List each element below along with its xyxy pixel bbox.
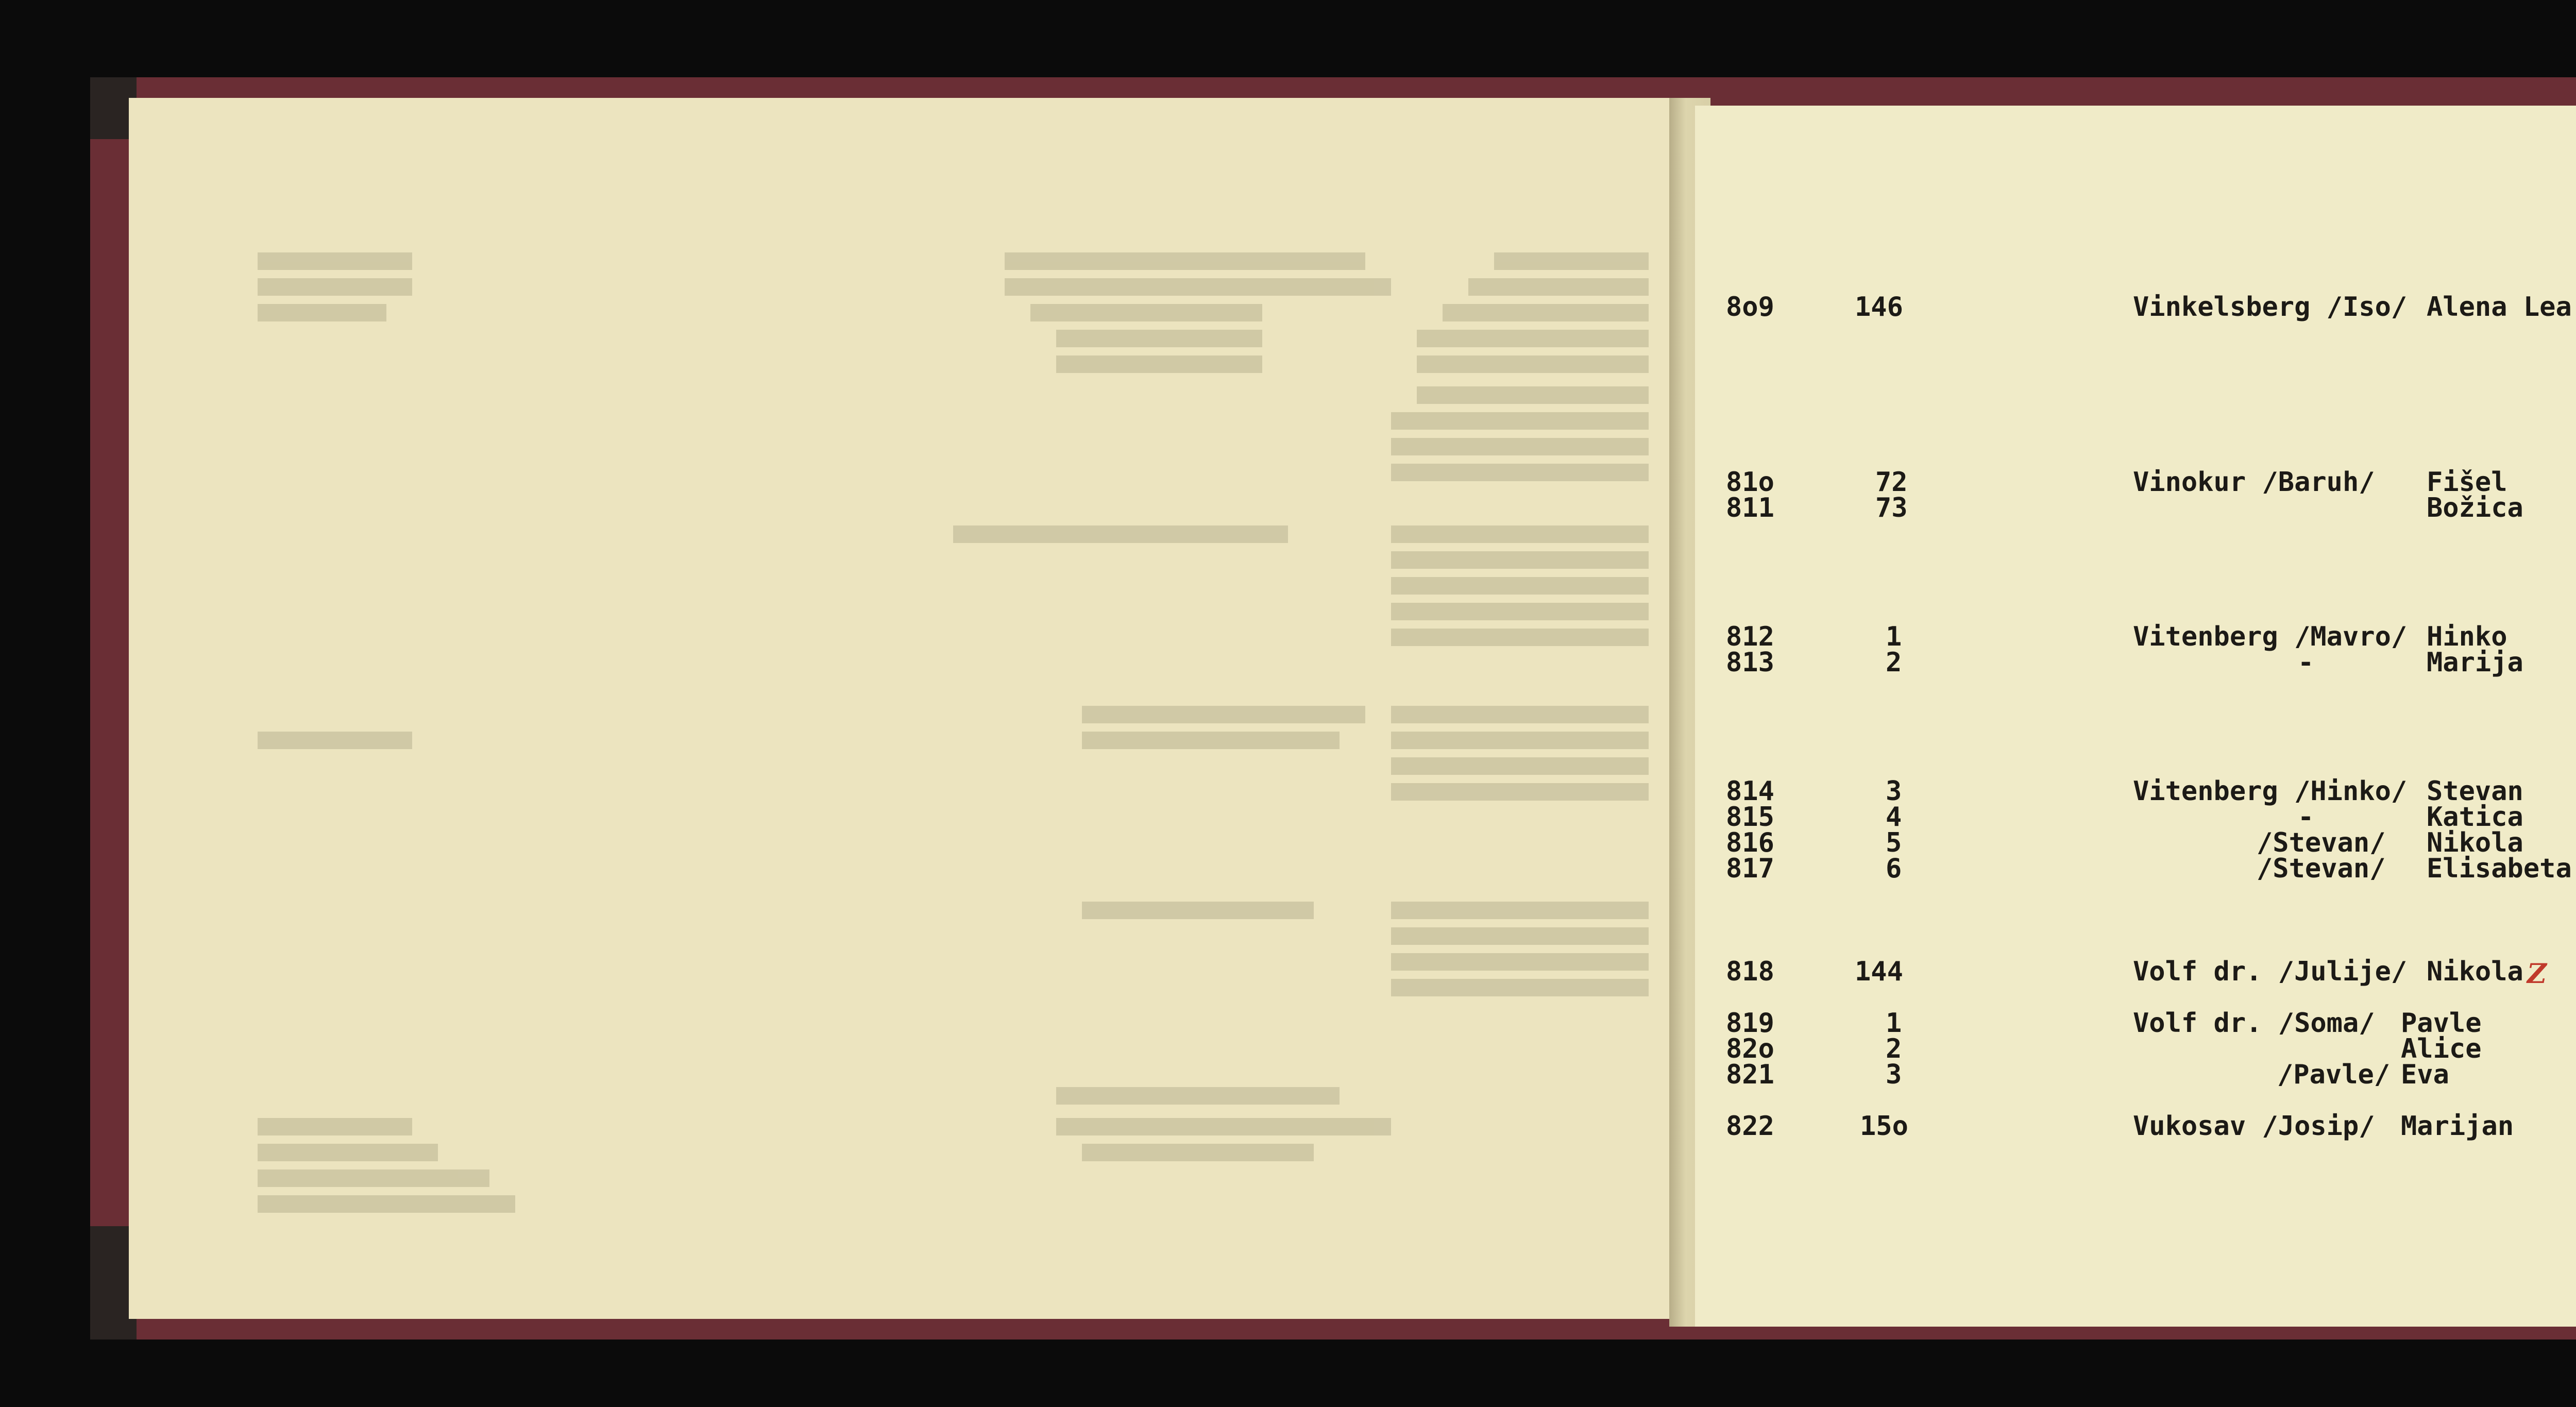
entry-number: 8o9 xyxy=(1726,292,1774,323)
entry-surname: Vukosav /Josip/ xyxy=(2133,1111,2375,1142)
entry-surname: - xyxy=(2298,802,2314,833)
entry-id: 5 xyxy=(1886,827,1902,858)
entry-id: 1 xyxy=(1886,1008,1902,1039)
entry-given-name: Marijan xyxy=(2401,1111,2514,1142)
entry-given-name: Marija xyxy=(2427,647,2523,678)
entry-number: 822 xyxy=(1726,1111,1774,1142)
entry-surname: /Stevan/ xyxy=(2257,853,2386,884)
entry-id: 6 xyxy=(1886,853,1902,884)
entry-surname: Vinokur /Baruh/ xyxy=(2133,467,2375,498)
entry-id: 146 xyxy=(1855,292,1903,323)
entry-given-name: Eva xyxy=(2401,1059,2449,1090)
entry-given-name: Katica xyxy=(2427,802,2523,833)
entry-number: 817 xyxy=(1726,853,1774,884)
entry-given-name: Alena Lea xyxy=(2427,292,2572,323)
entry-number: 818 xyxy=(1726,956,1774,987)
entry-id: 3 xyxy=(1886,776,1902,807)
entry-id: 15o xyxy=(1860,1111,1908,1142)
entry-surname: Vinkelsberg /Iso/ xyxy=(2133,292,2408,323)
entry-id: 4 xyxy=(1886,802,1902,833)
entry-number: 815 xyxy=(1726,802,1774,833)
entry-given-name: Nikola xyxy=(2427,827,2523,858)
entry-surname: Volf dr. /Soma/ xyxy=(2133,1008,2375,1039)
entry-number: 819 xyxy=(1726,1008,1774,1039)
entry-number: 82o xyxy=(1726,1033,1774,1064)
entry-surname: Volf dr. /Julije/ xyxy=(2133,956,2408,987)
entry-surname: - xyxy=(2298,647,2314,678)
entry-number: 814 xyxy=(1726,776,1774,807)
red-annotation: Z xyxy=(2527,958,2547,990)
entry-number: 812 xyxy=(1726,621,1774,652)
bleed-through-text xyxy=(129,98,1680,1319)
entry-id: 1 xyxy=(1886,621,1902,652)
entry-surname: Vitenberg /Mavro/ xyxy=(2133,621,2408,652)
entry-number: 821 xyxy=(1726,1059,1774,1090)
entry-given-name: Alice xyxy=(2401,1033,2482,1064)
entry-surname: Vitenberg /Hinko/ xyxy=(2133,776,2408,807)
entry-number: 816 xyxy=(1726,827,1774,858)
entry-surname: /Pavle/ xyxy=(2277,1059,2391,1090)
entry-given-name: Božica xyxy=(2427,493,2523,523)
entry-number: 811 xyxy=(1726,493,1774,523)
entry-id: 3 xyxy=(1886,1059,1902,1090)
right-page xyxy=(1695,106,2576,1327)
entry-id: 2 xyxy=(1886,1033,1902,1064)
entry-id: 2 xyxy=(1886,647,1902,678)
entry-id: 144 xyxy=(1855,956,1903,987)
entry-given-name: Stevan xyxy=(2427,776,2523,807)
entry-given-name: Elisabeta xyxy=(2427,853,2572,884)
entry-surname: /Stevan/ xyxy=(2257,827,2386,858)
entry-id: 73 xyxy=(1875,493,1908,523)
entry-given-name: Nikola xyxy=(2427,956,2523,987)
entry-given-name: Fišel xyxy=(2427,467,2507,498)
entry-id: 72 xyxy=(1875,467,1908,498)
entry-number: 813 xyxy=(1726,647,1774,678)
entry-number: 81o xyxy=(1726,467,1774,498)
entry-given-name: Pavle xyxy=(2401,1008,2482,1039)
entry-given-name: Hinko xyxy=(2427,621,2507,652)
